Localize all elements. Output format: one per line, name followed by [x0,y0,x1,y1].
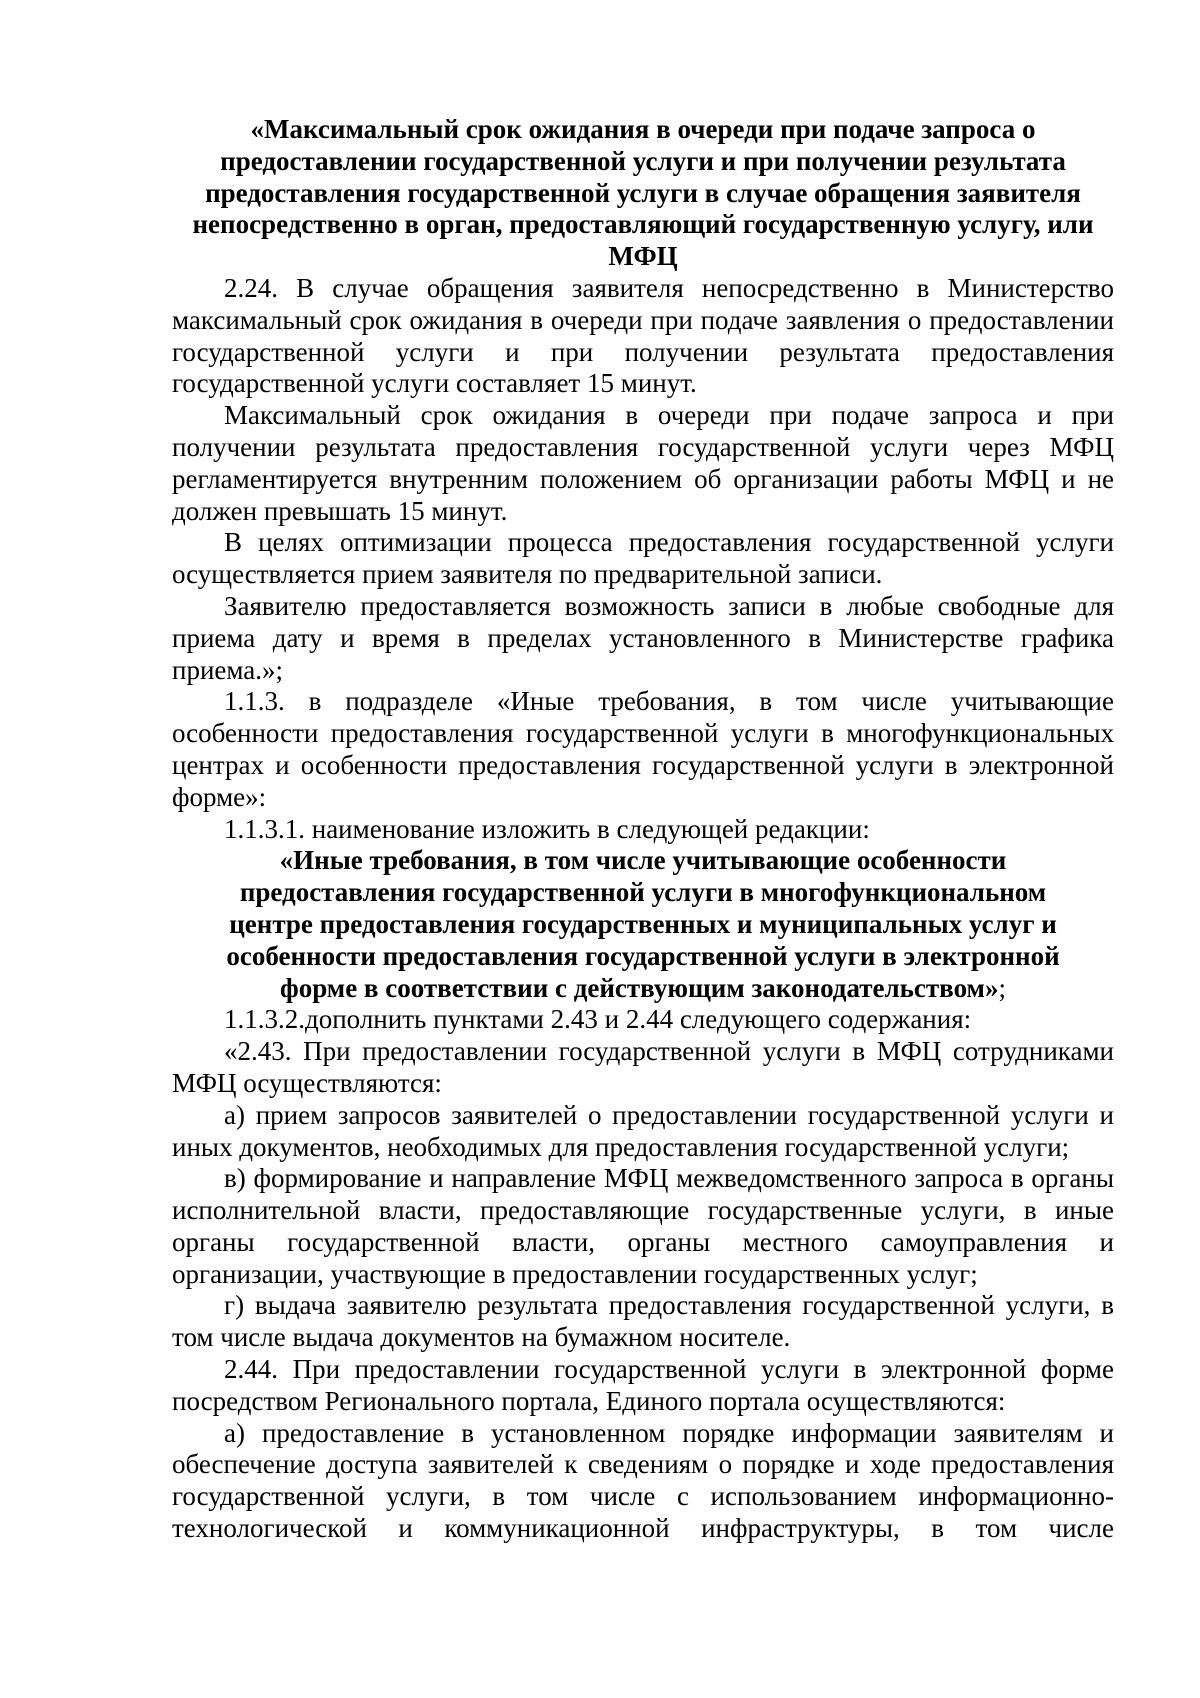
paragraph-max-wait-mfc: Максимальный срок ожидания в очереди при подаче запроса и при получении результата предоставления государственной услуги через МФЦ регламентируется внутренним положением об организации работы МФЦ и не должен превышать 15 минут. [172,400,1114,526]
heading-2-text: «Иные требования, в том числе учитывающие особенности предоставления государственной услуги в многофункциональном центре предоставления государственных и муниципальных услуг и особенности предоставления государственной услуги в электронной форме в соответствии с действующим законодательством» [226,845,1060,1003]
paragraph-1-1-3-2: 1.1.3.2.дополнить пунктами 2.43 и 2.44 следующего содержания: [224,1004,972,1035]
paragraph-2-43-g: г) выдача заявителю результата предоставления государственной услуги, в том числе выдача документов на бумажном носителе. [172,1290,1114,1353]
paragraph-2-43: «2.43. При предоставлении государственной услуги в МФЦ сотрудниками МФЦ осуществляются: [172,1036,1114,1098]
heading-2-tail: ; [998,972,1006,1003]
document-body [172,114,1114,1545]
section-heading-waiting-time: «Максимальный срок ожидания в очереди при подаче запроса о предоставлении государственной услуги и при получении результата предоставления государственной услуги в случае обращения заявителя непосредственно в орган, предоставляющий государственную услугу, или МФЦ [192,114,1094,272]
section-heading-other-requirements [172,845,1114,1004]
paragraph-1-1-3-1: 1.1.3.1. наименование изложить в следующей редакции: [224,813,870,844]
paragraph-2-43-v: в) формирование и направление МФЦ межведомственного запроса в органы исполнительной власти, предоставляющие государственные услуги, в иные органы государственной власти, органы местного самоуправления и организации, участвующие в предоставлении государственных услуг; [172,1163,1114,1289]
paragraph-optimization: В целях оптимизации процесса предоставления государственной услуги осуществляется прием заявителя по предварительной записи. [172,527,1114,590]
paragraph-2-43-a: а) прием запросов заявителей о предоставлении государственной услуги и иных документов, необходимых для предоставления государственной услуги; [172,1099,1114,1162]
paragraph-1-1-3: 1.1.3. в подразделе «Иные требования, в том числе учитывающие особенности предоставления государственной услуги в многофункциональных центрах и особенности предоставления государственной услуги в электронной форме»: [172,686,1114,812]
paragraph-2-44-a: а) предоставление в установленном порядке информации заявителям и обеспечение доступа заявителей к сведениям о порядке и ходе предоставления государственной услуги, в том числе с использованием информационно-технологической и коммуникационной инфраструктуры, в том числе [172,1417,1114,1544]
paragraph-applicant-record: Заявителю предоставляется возможность записи в любые свободные для приема дату и время в пределах установленного в Министерстве графика приема.»; [172,590,1114,685]
paragraph-2-24: 2.24. В случае обращения заявителя непосредственно в Министерство максимальный срок ожидания в очереди при подаче заявления о предоставлении государственной услуги и при получении результата предоставления государственной услуги составляет 15 минут. [172,272,1114,399]
paragraph-2-44: 2.44. При предоставлении государственной услуги в электронной форме посредством Регионального портала, Единого портала осуществляются: [172,1354,1114,1416]
